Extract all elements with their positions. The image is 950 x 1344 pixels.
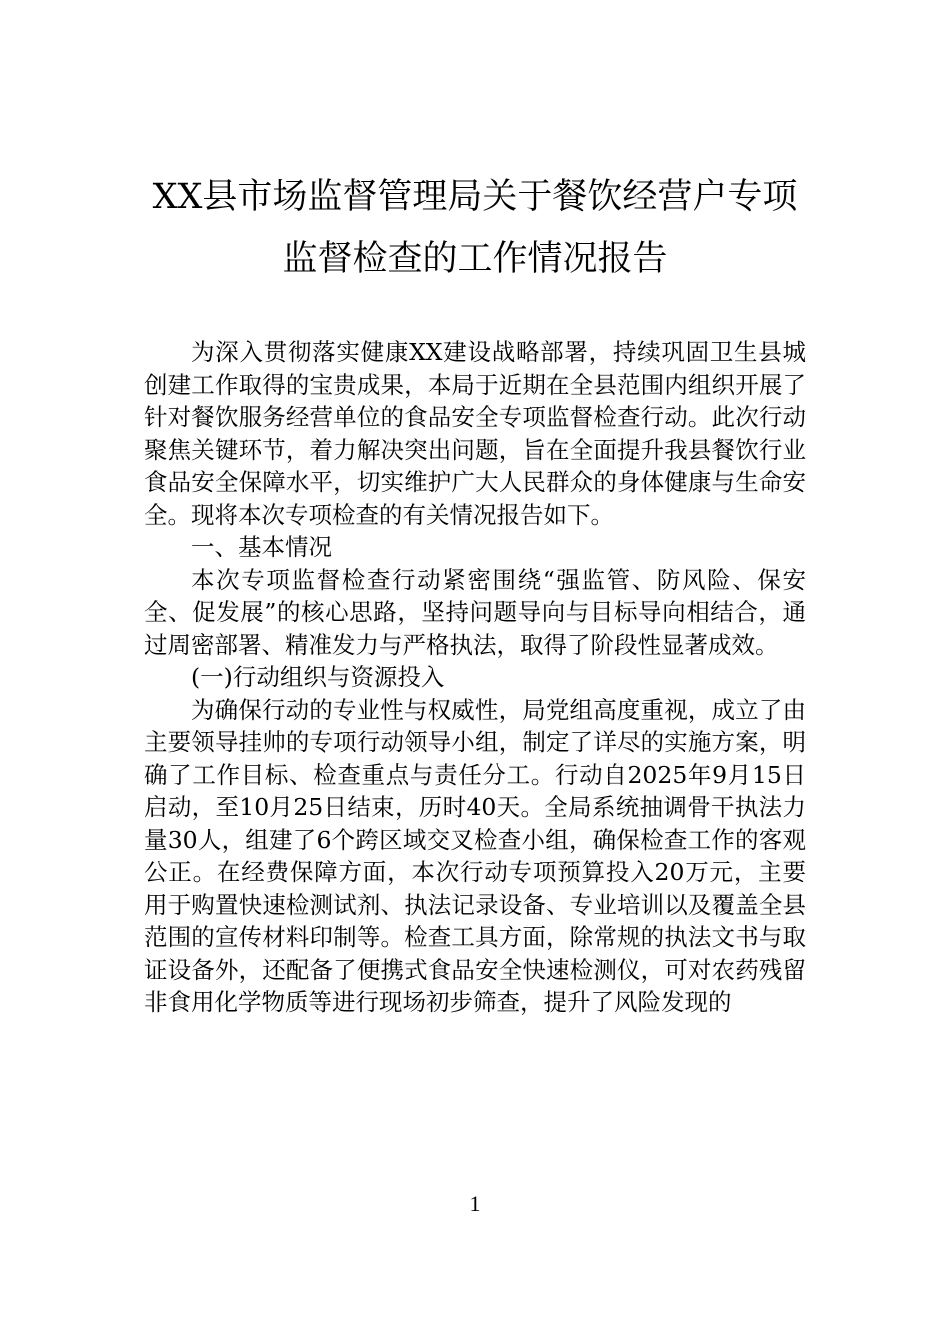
title-line-2: 监督检查的工作情况报告 xyxy=(282,239,668,279)
intro-paragraph: 为深入贯彻落实健康XX建设战略部署，持续巩固卫生县城创建工作取得的宝贵成果，本局于近期在全县范围内组织开展了针对餐饮服务经营单位的食品安全专项监督检查行动。此次行动聚焦关键环节，着力解决突出问题，旨在全面提升我县餐饮行业食品安全保障水平，切实维护广大人民群众的身体健康与生命安全。现将本次专项检查的有关情况报告如下。 xyxy=(144,338,806,529)
title-line-1: XX县市场监督管理局关于餐饮经营户专项 xyxy=(152,177,798,217)
section-heading-basic-situation: 一、基本情况 xyxy=(191,533,332,561)
document-title xyxy=(120,166,830,290)
subsection-heading-organization: (一)行动组织与资源投入 xyxy=(191,663,445,691)
page-number: 1 xyxy=(469,1191,481,1216)
organization-paragraph: 为确保行动的专业性与权威性，局党组高度重视，成立了由主要领导挂帅的专项行动领导小组，制定了详尽的实施方案，明确了工作目标、检查重点与责任分工。行动自2025年9月15日启动，至10月25日结束，历时40天。全局系统抽调骨干执法力量30人，组建了6个跨区域交叉检查小组，确保检查工作的客观公正。在经费保障方面，本次行动专项预算投入20万元，主要用于购置快速检测试剂、执法记录设备、专业培训以及覆盖全县范围的宣传材料印制等。检查工具方面，除常规的执法文书与取证设备外，还配备了便携式食品安全快速检测仪，可对农药残留非食用化学物质等进行现场初步筛查，提升了风险发现的 xyxy=(144,695,806,1016)
basic-situation-paragraph: 本次专项监督检查行动紧密围绕“强监管、防风险、保安全、促发展”的核心思路，坚持问题导向与目标导向相结合，通过周密部署、精准发力与严格执法，取得了阶段性显著成效。 xyxy=(144,565,806,659)
document-body xyxy=(144,336,806,1019)
